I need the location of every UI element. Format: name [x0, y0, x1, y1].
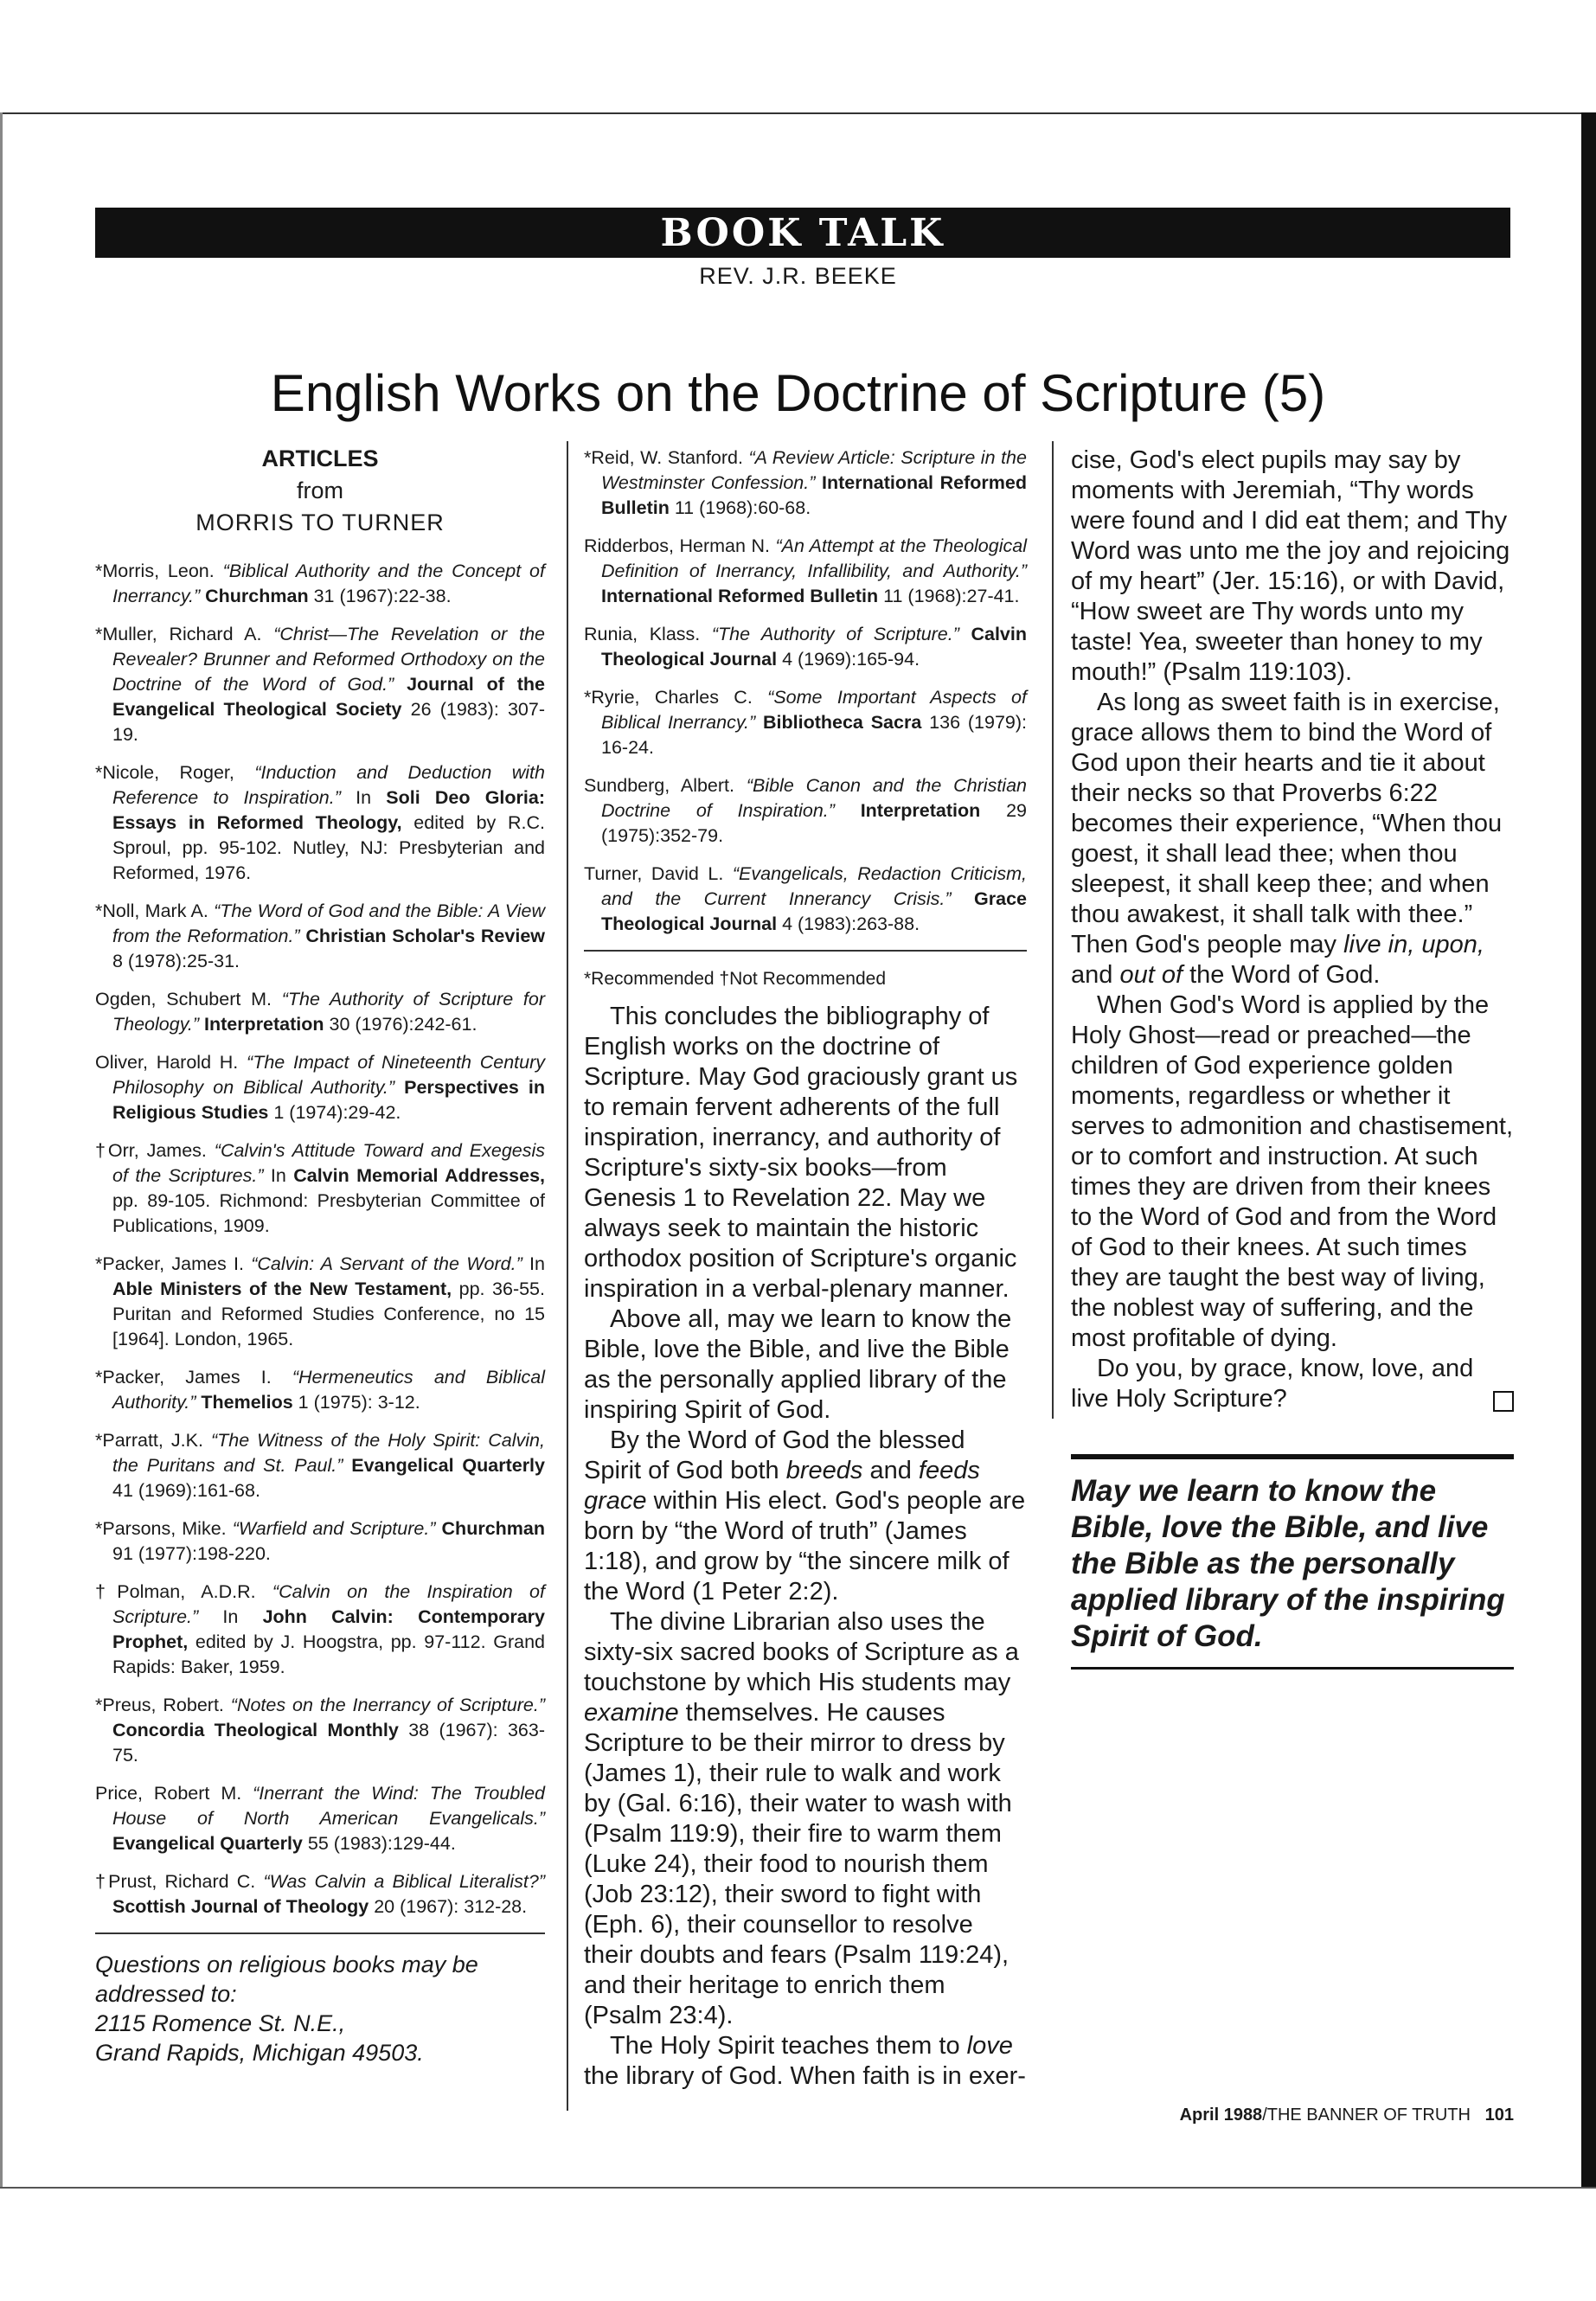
author-byline: REV. J.R. BEEKE	[699, 263, 897, 289]
entry-title: “Notes on the Inerrancy of Scripture.”	[230, 1695, 546, 1715]
entry-author: Parratt, J.K.	[102, 1430, 211, 1451]
entry-m: *	[95, 762, 103, 783]
entry-rest: 11 (1968):27-41.	[878, 586, 1020, 606]
bibliography-entry	[95, 1252, 545, 1352]
article-title: English Works on the Doctrine of Scripture (5)	[270, 364, 1326, 422]
bibliography-entry	[95, 1365, 545, 1415]
entry-author: Runia, Klass.	[584, 624, 712, 644]
text-run: love	[966, 2032, 1013, 2060]
paragraph	[584, 2031, 1027, 2092]
entry-m: *	[584, 687, 592, 708]
entry-author: Muller, Richard A.	[102, 624, 274, 644]
paragraph	[1071, 1354, 1514, 1414]
entry-journal2: John Calvin: Contemporary Prophet,	[112, 1606, 546, 1652]
text-run: and	[862, 1457, 919, 1484]
entry-rest: 38 (1967): 363-75.	[112, 1720, 545, 1766]
paragraph: When God's Word is applied by the Holy Ghost—read or preached—the children of God experience golden moments, regardless or whether it serves to admonition and chastisement, or to comfort and instruction. At such times they are driven from their knees to the Word of God and from the Word of God to their knees. At such times they are taught the best way of living, the noblest way of suffering, and the most profitable of dying.	[1071, 991, 1513, 1352]
bibliography-entry	[95, 1580, 545, 1680]
entry-author: Reid, W. Stanford.	[591, 447, 749, 468]
entry-author: Preus, Robert.	[102, 1695, 231, 1715]
text-run: By the Word of God the blessed Spirit of God both	[584, 1426, 965, 1484]
questions-line-2: 2115 Romence St. N.E.,	[95, 2010, 346, 2036]
entry-author: Prust, Richard C.	[108, 1871, 264, 1892]
bibliography-entry	[95, 1138, 545, 1239]
bibliography-entry	[95, 1516, 545, 1567]
scan-top-edge	[0, 112, 1596, 114]
entry-m: *	[95, 1367, 103, 1388]
entry-m: *	[584, 447, 592, 468]
entry-journal: Calvin Theological Journal	[601, 624, 1027, 670]
entry-journal: Scottish Journal of Theology	[112, 1896, 369, 1917]
entry-rest2: pp. 89-105. Richmond: Presbyterian Committee of Publications, 1909.	[112, 1190, 545, 1236]
entry-author: Nicole, Roger,	[102, 762, 255, 783]
bibliography-entry	[95, 760, 545, 886]
entry-journal2: Soli Deo Gloria: Essays in Reformed Theology,	[112, 787, 545, 833]
entry-title: “Christ—The Revelation or the Revealer? Brunner and Reformed Orthodoxy on the Doctrine of the Word of God.”	[112, 624, 545, 695]
text-run: The divine Librarian also uses the sixty-six sacred books of Scripture as a touchstone by which His students may	[584, 1608, 1019, 1696]
banner-title: BOOK TALK	[660, 210, 945, 255]
entry-rest: 31 (1967):22-38.	[308, 586, 452, 606]
bibliography-entry	[95, 1050, 545, 1125]
entry-rest: 4 (1969):165-94.	[777, 649, 920, 670]
entry-rest: 29 (1975):352-79.	[601, 800, 1027, 846]
pull-quote: May we learn to know the Bible, love the Bible, and live the Bible as the personally applied library of the inspiring Spirit of God.	[1071, 1474, 1505, 1653]
entry-journal: Christian Scholar's Review	[305, 926, 546, 946]
entry-rest: 8 (1978):25-31.	[112, 951, 240, 971]
entry-title: “The Impact of Nineteenth Century Philosophy on Biblical Authority.”	[112, 1052, 546, 1098]
entry-pre2: In	[270, 1165, 294, 1186]
section-banner	[95, 208, 1510, 258]
paragraph: cise, God's elect pupils may say by moments with Jeremiah, “Thy words were found and I did eat them; and Thy Word was unto me the joy and rejoicing of my heart” (Jer. 15:16), or with David, “How sweet are Thy words unto my taste! Yea, sweeter than honey to my mouth!” (Psalm 119:103).	[1071, 446, 1510, 686]
column-rule-right	[1052, 441, 1054, 1419]
entry-journal: Evangelical Quarterly	[112, 1833, 303, 1854]
entry-title: “Bible Canon and the Christian Doctrine of Inspiration.”	[601, 775, 1027, 821]
entry-pre2: In	[529, 1253, 545, 1274]
entry-title: “Hermeneutics and Biblical Authority.”	[112, 1367, 545, 1413]
entry-title: “Induction and Deduction with Reference to Inspiration.”	[112, 762, 545, 808]
scan-top-margin	[0, 0, 1596, 111]
scan-right-edge	[1581, 112, 1596, 2189]
bibliography-entry	[95, 622, 545, 747]
paragraph	[584, 1607, 1027, 2031]
entry-title: “An Attempt at the Theological Definition of Inerrancy, Infallibility, and Authority.”	[601, 535, 1027, 581]
bibliography-entry	[95, 1869, 545, 1920]
questions-line-1: Questions on religious books may be addressed to:	[95, 1952, 478, 2007]
bibliography-entry	[584, 534, 1027, 609]
paragraph	[584, 1426, 1027, 1607]
entry-title: “The Word of God and the Bible: A View from the Reformation.”	[112, 901, 545, 946]
entry-journal2: Calvin Memorial Addresses,	[293, 1165, 546, 1186]
bibliography-entry	[95, 1428, 545, 1503]
entry-author: Parsons, Mike.	[102, 1518, 233, 1539]
entry-journal: Churchman	[441, 1518, 545, 1539]
entry-title: “The Witness of the Holy Spirit: Calvin, the Puritans and St. Paul.”	[112, 1430, 545, 1476]
entry-rest2: edited by R.C. Sproul, pp. 95-102. Nutley, NJ: Presbyterian and Reformed, 1976.	[112, 812, 545, 883]
column-rule-left	[567, 441, 568, 2111]
entry-author: Price, Robert M.	[95, 1783, 253, 1804]
entry-rest: 136 (1979): 16-24.	[601, 712, 1027, 758]
entry-author: Oliver, Harold H.	[95, 1052, 247, 1073]
entry-journal: Grace Theological Journal	[601, 888, 1027, 934]
body-text-col3	[1071, 445, 1514, 1414]
entry-author: Packer, James I.	[102, 1253, 252, 1274]
entry-journal: International Reformed Bulletin	[601, 472, 1027, 518]
entry-journal: Concordia Theological Monthly	[112, 1720, 399, 1740]
entry-m: *	[95, 1695, 103, 1715]
bibliography-entry	[95, 1781, 545, 1856]
divider	[95, 1932, 545, 1934]
entry-journal: International Reformed Bulletin	[601, 586, 879, 606]
entry-m: *	[95, 1518, 103, 1539]
bibliography-entry	[584, 445, 1027, 521]
bibliography-entry	[95, 1693, 545, 1768]
entry-title: “Calvin on the Inspiration of Scripture.”	[112, 1581, 545, 1627]
text-run: breeds	[785, 1457, 863, 1484]
entry-list-2	[584, 445, 1027, 937]
paragraph: Above all, may we learn to know the Bible, love the Bible, and live the Bible as the personally applied library of the inspiring Spirit of God.	[584, 1305, 1012, 1424]
entry-author: Sundberg, Albert.	[584, 775, 747, 796]
entry-rest: 20 (1967): 312-28.	[369, 1896, 528, 1917]
pullquote-rule-bottom	[1071, 1667, 1514, 1670]
entry-rest: 55 (1983):129-44.	[302, 1833, 456, 1854]
section-heading: ARTICLES	[261, 445, 379, 471]
body-column-3	[1071, 445, 1514, 1670]
entry-author: Noll, Mark A.	[102, 901, 215, 921]
entry-rest: 41 (1969):161-68.	[112, 1480, 260, 1501]
scan-left-edge	[0, 112, 3, 2189]
entry-title: “Calvin's Attitude Toward and Exegesis of the Scriptures.”	[112, 1140, 546, 1186]
text-run: As long as sweet faith is in exercise, grace allows them to bind the Word of God upon their hearts and tie it about their necks so that Proverbs 6:22 becomes their experience, “When thou goest, it shall lead thee; when thou sleepest, it shall keep thee; and when thou awakest, it shall talk with thee.” Then God's people may	[1071, 689, 1503, 958]
entry-m: †	[95, 1140, 108, 1161]
text-run: the library of God. When faith is in exer-	[584, 2062, 1026, 2090]
text-run: live in, upon,	[1343, 931, 1484, 958]
entry-rest2: pp. 36-55. Puritan and Reformed Studies Conference, no 15 [1964]. London, 1965.	[112, 1279, 545, 1349]
page-footer	[1021, 2106, 1514, 2125]
entry-rest: 4 (1983):263-88.	[777, 913, 920, 934]
text-run: Do you, by grace, know, love, and live Holy Scripture?	[1071, 1355, 1474, 1413]
entry-journal: Evangelical Quarterly	[351, 1455, 545, 1476]
entry-m: *	[95, 901, 103, 921]
footer-magazine: THE BANNER OF TRUTH	[1266, 2106, 1471, 2125]
entry-title: “Evangelicals, Redaction Criticism, and the Current Innerancy Crisis.”	[601, 863, 1027, 909]
entry-title: “The Authority of Scripture for Theology.”	[112, 989, 545, 1035]
entry-m: *	[95, 624, 103, 644]
entry-journal2: Able Ministers of the New Testament,	[112, 1279, 452, 1299]
bibliography-entry	[584, 622, 1027, 672]
entry-rest: 11 (1968):60-68.	[669, 497, 811, 518]
text-run: The Holy Spirit teaches them to	[610, 2032, 967, 2060]
text-run: feeds grace	[584, 1457, 980, 1515]
entry-title: “Biblical Authority and the Concept of Inerrancy.”	[112, 561, 545, 606]
entry-m: †	[95, 1581, 118, 1602]
legend: *Recommended †Not Recommended	[584, 969, 887, 989]
footer-separator: /	[1262, 2106, 1267, 2125]
paragraph: This concludes the bibliography of English works on the doctrine of Scripture. May God graciously grant us to remain fervent adherents of the full inspiration, inerrancy, and authority of Scripture's sixty-six books—from Genesis 1 to Revelation 22. May we always seek to maintain the historic orthodox position of Scripture's organic inspiration in a verbal-plenary manner.	[584, 1003, 1018, 1303]
entry-title: “Some Important Aspects of Biblical Inerrancy.”	[601, 687, 1027, 733]
entry-journal: Journal of the Evangelical Theological Society	[112, 674, 545, 720]
entry-journal: Interpretation	[860, 800, 981, 821]
entry-rest: 1 (1975): 3-12.	[292, 1392, 420, 1413]
entry-author: Orr, James.	[107, 1140, 215, 1161]
entry-author: Turner, David L.	[584, 863, 733, 884]
questions-address	[95, 1950, 545, 2067]
bibliography-entry	[584, 862, 1027, 937]
section-range: MORRIS TO TURNER	[195, 510, 445, 535]
entry-list-1	[95, 559, 545, 1920]
scan-bottom-edge	[0, 2187, 1596, 2189]
footer-date: April 1988	[1179, 2106, 1263, 2125]
text-run: out of	[1119, 961, 1183, 989]
entry-journal: Themelios	[201, 1392, 293, 1413]
entry-rest: 1 (1974):29-42.	[268, 1102, 401, 1123]
entry-m: *	[95, 1253, 103, 1274]
section-from: from	[297, 478, 343, 503]
entry-title: “Inerrant the Wind: The Troubled House of North American Evangelicals.”	[112, 1783, 545, 1829]
questions-line-3: Grand Rapids, Michigan 49503.	[95, 2040, 424, 2066]
text-run: themselves. He causes Scripture to be their mirror to dress by (James 1), their rule to walk and work by (Gal. 6:16), their water to wash with (Psalm 119:9), their fire to warm them (Luke 24), their food to nourish them (Job 23:12), their sword to fight with (Eph. 6), their counsellor to resolve their doubts and fears (Psalm 119:24), and their heritage to enrich them (Psalm 23:4).	[584, 1699, 1012, 2029]
bibliography-entry	[584, 773, 1027, 849]
entry-author: Packer, James I.	[102, 1367, 292, 1388]
text-run: the Word of God.	[1183, 961, 1381, 989]
entry-rest: 91 (1977):198-220.	[112, 1543, 271, 1564]
end-mark-icon	[1493, 1391, 1514, 1412]
entry-author: Ogden, Schubert M.	[95, 989, 282, 1009]
entry-rest: 26 (1983): 307-19.	[112, 699, 545, 745]
entry-title: “Calvin: A Servant of the Word.”	[251, 1253, 530, 1274]
text-run: and	[1071, 961, 1120, 989]
entry-m: *	[95, 1430, 103, 1451]
body-text-col2	[584, 1002, 1027, 2092]
entry-author: Ryrie, Charles C.	[591, 687, 768, 708]
entry-m: *	[95, 561, 103, 581]
paragraph	[1071, 688, 1514, 990]
entry-author: Polman, A.D.R.	[117, 1581, 272, 1602]
bibliography-entry	[95, 987, 545, 1037]
entry-pre2: In	[356, 787, 387, 808]
bibliography-entry	[95, 559, 545, 609]
entry-rest2: edited by J. Hoogstra, pp. 97-112. Grand Rapids: Baker, 1959.	[112, 1631, 545, 1677]
entry-rest: 30 (1976):242-61.	[324, 1014, 478, 1035]
bibliography-entry	[95, 899, 545, 974]
entry-journal: Interpretation	[203, 1014, 324, 1035]
bibliography-column-2	[584, 445, 1027, 2092]
entry-title: “A Review Article: Scripture in the Westminster Confession.”	[601, 447, 1027, 493]
entry-title: “The Authority of Scripture.”	[711, 624, 971, 644]
entry-author: Ridderbos, Herman N.	[584, 535, 776, 556]
entry-journal: Bibliotheca Sacra	[762, 712, 922, 733]
entry-journal: Churchman	[205, 586, 309, 606]
divider	[584, 950, 1027, 952]
text-run: examine	[584, 1699, 679, 1727]
entry-m: †	[95, 1871, 109, 1892]
page-number: 101	[1484, 2106, 1514, 2125]
text-run: within His elect. God's people are born by “the Word of truth” (James 1:18), and grow by “the sincere milk of the Word (1 Peter 2:2).	[584, 1487, 1026, 1606]
entry-title: “Warfield and Scripture.”	[232, 1518, 442, 1539]
entry-pre2: In	[222, 1606, 263, 1627]
entry-author: Morris, Leon.	[102, 561, 223, 581]
entry-title: “Was Calvin a Biblical Literalist?”	[263, 1871, 545, 1892]
bibliography-column-1	[95, 445, 545, 2067]
entry-journal: Perspectives in Religious Studies	[112, 1077, 545, 1123]
bibliography-entry	[584, 685, 1027, 760]
